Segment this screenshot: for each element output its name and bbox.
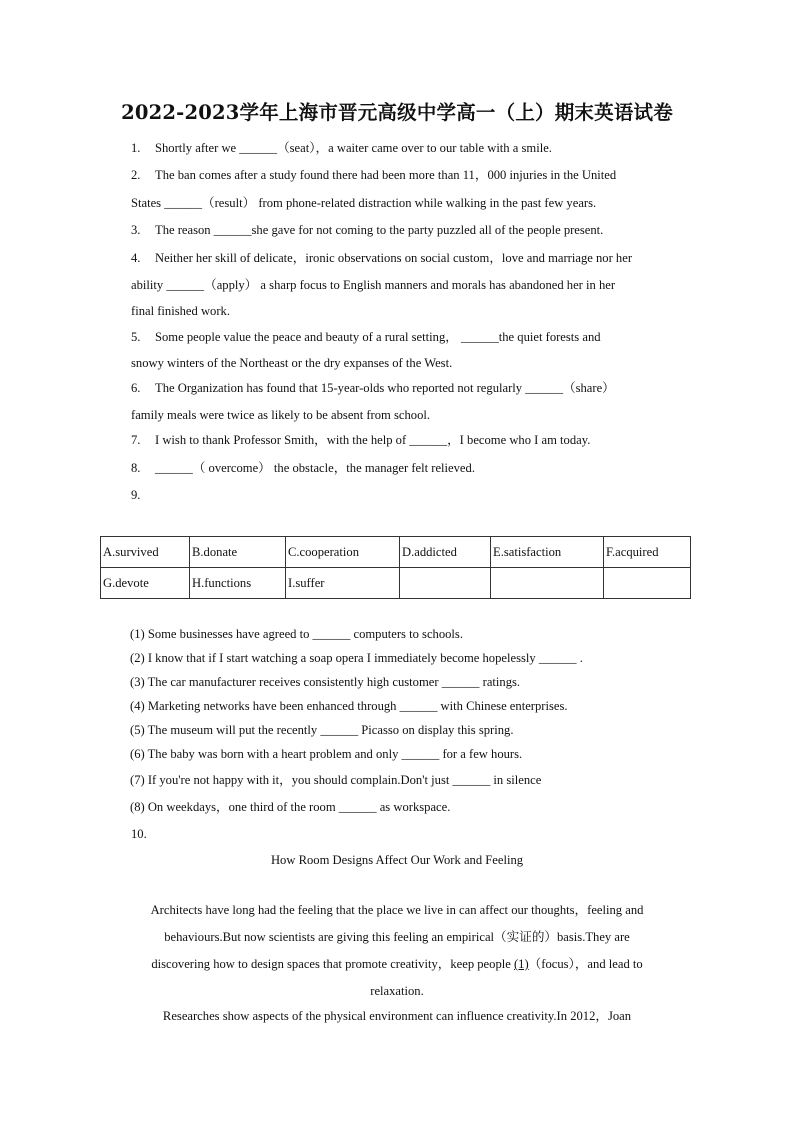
passage-line: Researches show aspects of the physical environment can influence creativity.In 2012，Joan (162, 1009, 632, 1023)
passage-line (0, 956, 794, 972)
question-text: The ban comes after a study found there had been more than 11，000 injuries in the United (155, 168, 617, 182)
table-cell: G.devote (101, 568, 190, 599)
question-number: 4. (131, 251, 141, 265)
question-6 (131, 380, 615, 396)
question-text: Shortly after we ______（seat），a waiter came over to our table with a smile. (155, 141, 552, 155)
list-item: (7) If you're not happy with it，you should complain.Don't just ______ in silence (130, 773, 542, 787)
list-item: (3) The car manufacturer receives consistently high customer ______ ratings. (130, 675, 521, 689)
question-10-number: 10. (131, 827, 147, 841)
question-number: 8. (131, 461, 141, 475)
question-text: The Organization has found that 15-year-olds who reported not regularly ______（share） (155, 381, 615, 395)
question-text: Neither her skill of delicate，ironic observations on social custom，love and marriage nor her (155, 251, 633, 265)
question-1 (131, 140, 552, 156)
table-cell (400, 568, 491, 599)
passage-text: （focus），and lead to (528, 957, 643, 971)
question-text: ______（ overcome） the obstacle，the manager felt relieved. (155, 461, 475, 475)
question-number: 1. (131, 141, 141, 155)
passage-line: behaviours.But now scientists are giving this feeling an empirical（实证的）basis.They are (164, 930, 630, 944)
question-number: 2. (131, 168, 141, 182)
table-cell: E.satisfaction (491, 537, 604, 568)
table-row (101, 537, 691, 568)
table-cell: B.donate (190, 537, 286, 568)
question-text: I wish to thank Professor Smith，with the help of ______，I become who I am today. (155, 433, 591, 447)
table-cell: H.functions (190, 568, 286, 599)
question-5 (131, 329, 601, 345)
table-row (101, 568, 691, 599)
list-item: (8) On weekdays，one third of the room ______ as workspace. (130, 800, 451, 814)
passage-line: relaxation. (370, 984, 424, 998)
question-4-line-3: final finished work. (131, 304, 230, 318)
list-item: (4) Marketing networks have been enhanced through ______ with Chinese enterprises. (130, 699, 568, 713)
question-6-line-2: family meals were twice as likely to be absent from school. (131, 408, 431, 422)
question-9-number: 9. (131, 488, 141, 502)
table-cell: C.cooperation (286, 537, 400, 568)
question-text: The reason ______she gave for not coming to the party puzzled all of the people present. (155, 223, 604, 237)
question-number: 7. (131, 433, 141, 447)
table-cell (491, 568, 604, 599)
question-4 (131, 250, 632, 266)
list-item: (1) Some businesses have agreed to ______ computers to schools. (130, 627, 463, 641)
table-cell: D.addicted (400, 537, 491, 568)
question-number: 6. (131, 381, 141, 395)
word-bank-table (100, 536, 691, 599)
question-2-line-2: States ______（result） from phone-related distraction while walking in the past few years. (131, 196, 597, 210)
question-3 (131, 222, 603, 238)
list-item: (5) The museum will put the recently ______ Picasso on display this spring. (130, 723, 514, 737)
passage-text: discovering how to design spaces that promote creativity，keep people (151, 957, 514, 971)
question-4-line-2: ability ______（apply） a sharp focus to English manners and morals has abandoned her in her (131, 278, 616, 292)
list-item: (2) I know that if I start watching a soap opera I immediately become hopelessly ______ . (130, 651, 583, 665)
passage-line: Architects have long had the feeling that the place we live in can affect our thoughts，feeling and (150, 903, 644, 917)
list-item: (6) The baby was born with a heart problem and only ______ for a few hours. (130, 747, 523, 761)
passage-title: How Room Designs Affect Our Work and Feeling (270, 853, 524, 867)
question-text: Some people value the peace and beauty of a rural setting， ______the quiet forests and (155, 330, 601, 344)
table-cell: A.survived (101, 537, 190, 568)
question-2 (131, 167, 616, 183)
question-5-line-2: snowy winters of the Northeast or the dry expanses of the West. (131, 356, 453, 370)
table-cell (604, 568, 691, 599)
table-cell: F.acquired (604, 537, 691, 568)
question-number: 3. (131, 223, 141, 237)
question-7 (131, 432, 590, 448)
blank-marker: (1) (513, 957, 529, 971)
question-8 (131, 460, 475, 476)
table-cell: I.suffer (286, 568, 400, 599)
page-title: 2022-2023学年上海市晋元高级中学高一（上）期末英语试卷 (121, 101, 673, 124)
question-number: 5. (131, 330, 141, 344)
